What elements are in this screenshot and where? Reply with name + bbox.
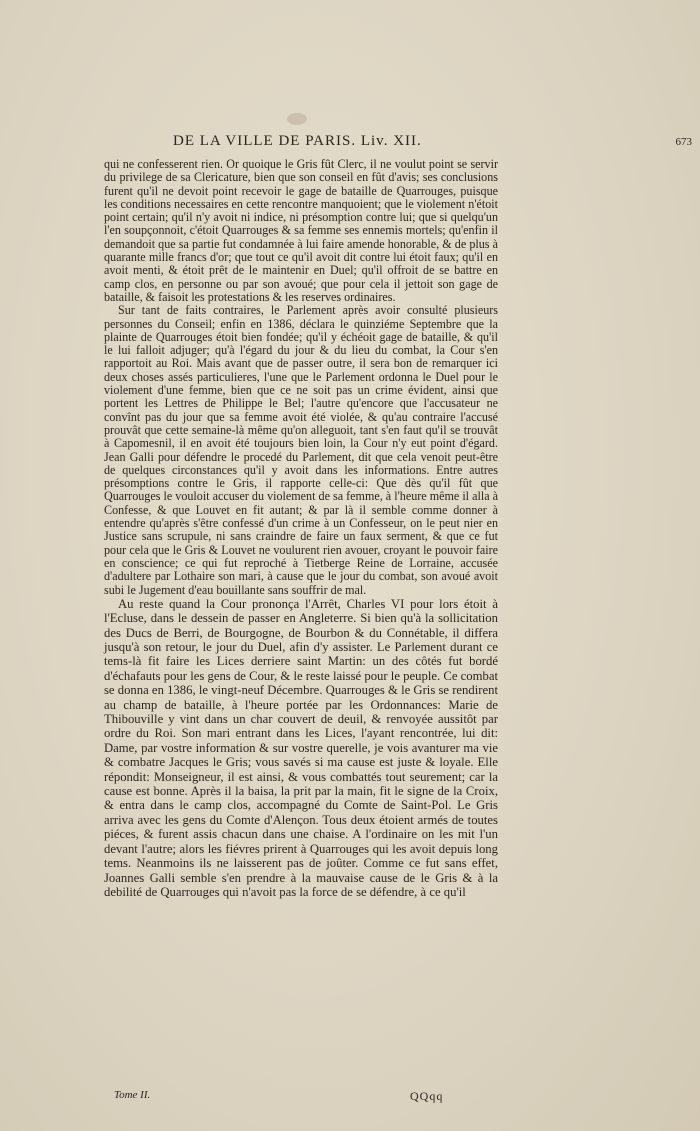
- page-footer: [114, 1089, 444, 1107]
- ink-smudge: [287, 113, 307, 125]
- signature-mark: QQqq: [410, 1089, 444, 1103]
- running-header: [167, 133, 692, 155]
- paragraph: Au reste quand la Cour prononça l'Arrêt, Charles VI pour lors étoit à l'Ecluse, dans le dessein de passer en Angleterre. Si bien qu'à la sollicitation des Ducs de Berri, de Bourgogne, de Bourbon & du Connétable, il differa jusqu'à son retour, le jour du Duel, afin d'y assister. Le Parlement durant ce tems-là fit faire les Lices derriere saint Martin: un des côtés fut bordé d'échafauts pour les gens de Cour, & le reste laissé pour le peuple. Ce combat se donna en 1386, le vingt-neuf Décembre. Quarrouges & le Gris se rendirent au champ de bataille, à l'heure portée par les Ordonnances: Marie de Thibouville y vint dans un char couvert de deuil, & renvoyée aussitôt par ordre du Roi. Son mari entrant dans les Lices, l'ayant rencontrée, lui dit: Dame, par vostre information & sur vostre querelle, je vois avanturer ma vie & combatre Jacques le Gris; vous savés si ma cause est juste & loyale. Elle répondit: Monseigneur, il est ainsi, & vous combattés tout seurement; car la cause est bonne. Après il la baisa, la prit par la main, fit le signe de la Croix, & entra dans le camp clos, accompagné du Comte de Saint-Pol. Le Gris arriva avec les gens du Comte d'Alençon. Tous deux étoient armés de toutes piéces, & furent assis chacun dans une chaise. A l'ordinaire on les mit l'un devant l'autre; alors les fiévres prirent à Quarrouges qui les avoit depuis long tems. Neanmoins ils ne laisserent pas de joûter. Comme ce fut sans effet, Joannes Galli semble s'en prendre à la mauvaise cause de le Gris & à la debilité de Quarrouges qui n'avoit pas la force de se défendre, à ce qu'il: [104, 596, 498, 899]
- body-text: [104, 158, 498, 899]
- paragraph: Sur tant de faits contraires, le Parlement après avoir consulté plusieurs personnes du Conseil; enfin en 1386, déclara le quinziéme Septembre que la plainte de Quarrouges étoit bien fondée; qu'il y échéoit gage de bataille, & qu'il le lui falloit adjuger; qu'à l'égard du jour & du lieu du combat, la Cour s'en rapportoit au Roi. Mais avant que de passer outre, il sera bon de remarquer ici deux choses assés particulieres, l'une que le Parlement ordonna le Duel pour le violement d'une femme, bien que ce ne soit pas un crime évident, ainsi que portent les Lettres de Philippe le Bel; l'autre qu'encore que l'accusateur ne convînt pas du jour que sa femme avoit été violée, & qu'au contraire l'accusé prouvât que cette semaine-là même qu'on alleguoit, tant s'en faut qu'il se trouvât à Capomesnil, il en avoit été toujours bien loin, la Cour n'y eut point d'égard. Jean Galli pour défendre le procedé du Parlement, dit que cela venoit peut-être de quelques circonstances qu'il y avoit dans les informations. Entre autres présomptions contre le Gris, il rapporte celle-ci: Que dès qu'il fût que Quarrouges le vouloit accuser du violement de sa femme, à l'heure même il alla à Confesse, & que Louvet en fit autant; & par là il semble comme donner à entendre qu'après s'être confessé d'un crime à un Confesseur, on le peut nier en Justice sans scrupule, ni sans craindre de faire un faux serment, & que ce fut pour cela que le Gris & Louvet ne voulurent rien avouer, croyant le pouvoir faire en conscience; ce qui fut reproché à Tietberge Reine de Lorraine, accusée d'adultere par Lothaire son mari, à cause que le jour du combat, son avoué avoit subi le Jugement d'eau bouillante sans souffrir de mal.: [104, 303, 498, 597]
- paragraph: qui ne confesserent rien. Or quoique le Gris fût Clerc, il ne voulut point se servir du privilege de sa Clericature, bien que son conseil en fût d'avis; ses conclusions furent qu'il ne devoit point recevoir le gage de bataille de Quarrouges, puisque les conditions necessaires en cette rencontre manquoient; que le violement n'étoit point certain; qu'il n'y avoit ni indice, ni présomption contre lui; que si quelqu'un l'en soupçonnoit, c'étoit Quarrouges & sa femme ses ennemis mortels; qu'enfin il demandoit que sa partie fut condamnée à lui faire amende honorable, & de plus à quarante mille francs d'or; que tout ce qu'il avoit dit contre lui étoit faux; qu'il en avoit menti, & étoit prêt de le maintenir en Duel; qu'il offroit de se battre en camp clos, en personne ou par son avoué; que pour cela il jettoit son gage de bataille, & faisoit les protestations & les reserves ordinaires.: [104, 157, 498, 304]
- volume-label: Tome II.: [114, 1089, 151, 1101]
- page-number: 673: [675, 136, 692, 148]
- running-title: DE LA VILLE DE PARIS. Liv. XII.: [173, 133, 422, 149]
